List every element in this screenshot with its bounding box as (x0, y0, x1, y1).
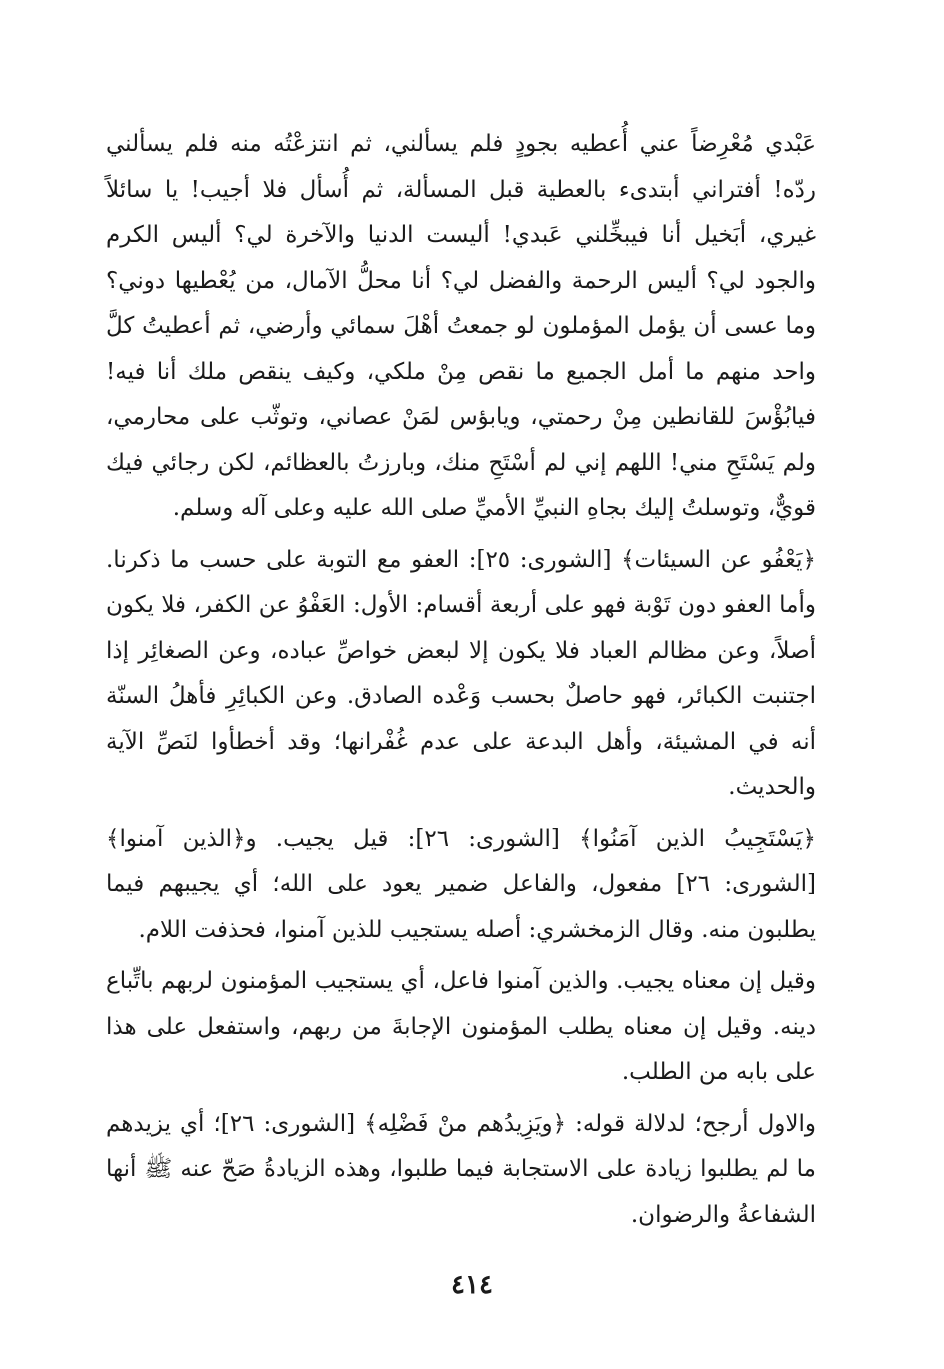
paragraph-meaning: وقيل إن معناه يجيب. والذين آمنوا فاعل، أي يستجيب المؤمنون لربهم باتِّباع دينه. وقيل إن معناه يطلب المؤمنون الإجابةَ من ربهم، واستفعل على هذا على بابه من الطلب. (106, 968, 816, 1085)
paragraph-response: ﴿يَسْتَجِيبُ الذين آمَنُوا﴾ [الشورى: ٢٦]: قيل يجيب. و﴿الذين آمنوا﴾ [الشورى: ٢٦] مفعول، والفاعل ضمير يعود على الله؛ أي يجيبهم فيما يطلبون منه. وقال الزمخشري: أصله يستجيب للذين آمنوا، فحذفت اللام. (106, 825, 816, 943)
paragraph-hadith-qudsi: عَبْدي مُعْرِضاً عني أُعطيه بجودٍ فلم يسألني، ثم انتزعْتُه منه فلم يسألني ردّه! أفتراني أبتدىء بالعطية قبل المسألة، ثم أُسأل فلا أجيب! يا سائلاً غيري، أبَخيل أنا فيبخِّلني عَبدي! أليست الدنيا والآخرة لي؟ أليس الكرم والجود لي؟ أليس الرحمة والفضل لي؟ أنا محلُّ الآمال، من يُعْطيها دوني؟ وما عسى أن يؤمل المؤملون لو جمعتُ أهْلَ سمائي وأرضي، ثم أعطيتُ كلَّ واحد منهم ما أمل الجميع ما نقص مِنْ ملكي، وكيف ينقص ملك أنا فيه! فيابُؤْسَ للقانطين مِنْ رحمتي، ويابؤس لمَنْ عصاني، وتوثّب على محارمي، ولم يَسْتَحِ مني! اللهم إني لم أسْتَحِ منك، وبارزتُ بالعظائم، لكن رجائي فيك قويٌّ، وتوسلتُ إليك بجاهِ النبيِّ الأميِّ صلى الله عليه وعلى آله وسلم. (106, 131, 816, 521)
body-text (106, 122, 816, 1238)
paragraph-preference: والاول أرجح؛ لدلالة قوله: ﴿ويَزِيدُهم منْ فَضْلِه﴾ [الشورى: ٢٦]؛ أي يزيدهم ما لم يطلبوا زيادة على الاستجابة فيما طلبوا، وهذه الزيادةُ صَحّ عنه ﷺ أنها الشفاعةُ والرضوان. (106, 1110, 816, 1228)
paragraph-forgiveness: ﴿يَعْفُو عن السيئات﴾ [الشورى: ٢٥]: العفو مع التوبة على حسب ما ذكرنا. وأما العفو دون تَوْبة فهو على أربعة أقسام: الأول: العَفْوُ عن الكفر، فلا يكون أصلاً، وعن مظالم العباد فلا يكون إلا لبعض خواصِّ عباده، وعن الصغائِر إذا اجتنبت الكبائر، فهو حاصلٌ بحسب وَعْده الصادق. وعن الكبائِرِ فأهلُ السنّة أنه في المشيئة، وأهل البدعة على عدم غُفْرانها؛ وقد أخطأوا لنَصِّ الآية والحديث. (106, 546, 816, 800)
page-number: ٤١٤ (451, 1270, 493, 1300)
